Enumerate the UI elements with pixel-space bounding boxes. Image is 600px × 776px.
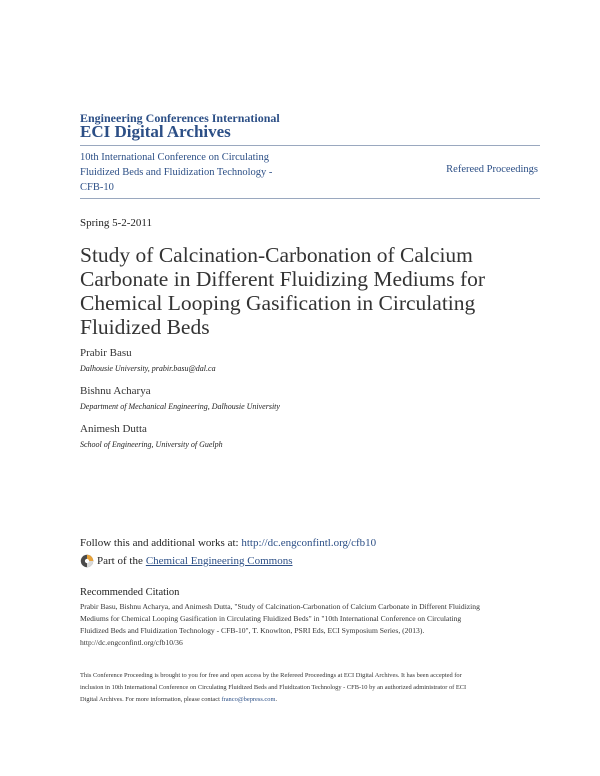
footer-text: Digital Archives. For more information, please contact bbox=[80, 696, 222, 703]
network-icon bbox=[80, 554, 94, 568]
access-notice bbox=[80, 670, 530, 706]
citation-text bbox=[80, 601, 520, 649]
header-rule-bottom bbox=[80, 198, 540, 199]
conference-line-2: Fluidized Beds and Fluidization Technology - bbox=[80, 167, 273, 178]
publication-date: Spring 5-2-2011 bbox=[80, 217, 153, 229]
footer-line-2: inclusion in 10th International Conference on Circulating Fluidized Beds and Fluidization Technology - CFB-10 by an authorized administrator of ECI bbox=[80, 684, 467, 691]
footer-line-1: This Conference Proceeding is brought to you for free and open access by the Refereed Proceedings at ECI Digital Archives. It has been accepted for bbox=[80, 672, 462, 679]
citation-url: http://dc.engconfintl.org/cfb10/36 bbox=[80, 638, 183, 647]
follow-text: Follow this and additional works at: bbox=[80, 537, 242, 549]
paper-title bbox=[80, 243, 520, 339]
contact-email-link[interactable]: franco@bepress.com bbox=[221, 696, 276, 703]
title-line-2: Carbonate in Different Fluidizing Mediums for bbox=[80, 267, 486, 291]
conference-line-1: 10th International Conference on Circulating bbox=[80, 152, 269, 163]
archive-name[interactable]: ECI Digital Archives bbox=[80, 122, 231, 141]
author-name: Animesh Dutta bbox=[80, 423, 147, 435]
author-name: Bishnu Acharya bbox=[80, 385, 151, 397]
title-line-3: Chemical Looping Gasification in Circulating bbox=[80, 291, 476, 315]
commons-link[interactable]: Chemical Engineering Commons bbox=[145, 555, 293, 567]
title-line-4: Fluidized Beds bbox=[80, 315, 210, 339]
author-name: Prabir Basu bbox=[80, 347, 132, 359]
conference-line-3: CFB-10 bbox=[80, 182, 114, 193]
follow-line bbox=[80, 537, 376, 549]
citation-line-1: Prabir Basu, Bishnu Acharya, and Animesh Dutta, "Study of Calcination-Carbonation of Calcium Carbonate in Different Fluidizing bbox=[80, 602, 480, 611]
series-link[interactable]: Refereed Proceedings bbox=[446, 164, 538, 175]
author-affiliation: Department of Mechanical Engineering, Dalhousie University bbox=[80, 402, 280, 411]
conference-link[interactable] bbox=[80, 150, 295, 195]
author-affiliation: Dalhousie University, prabir.basu@dal.ca bbox=[80, 364, 216, 373]
author-affiliation: School of Engineering, University of Guelph bbox=[80, 440, 223, 449]
recommended-citation-heading: Recommended Citation bbox=[80, 587, 180, 598]
organization-name[interactable]: Engineering Conferences International bbox=[80, 111, 280, 125]
title-line-1: Study of Calcination-Carbonation of Calcium bbox=[80, 243, 473, 267]
part-of-line bbox=[80, 554, 292, 568]
footer-period: . bbox=[275, 696, 278, 703]
header-rule-top bbox=[80, 145, 540, 146]
collection-link[interactable]: http://dc.engconfintl.org/cfb10 bbox=[241, 537, 377, 549]
footer-line-3 bbox=[80, 694, 530, 706]
citation-line-2: Mediums for Chemical Looping Gasification in Circulating Fluidized Beds" in "10th International Conference on Circulating bbox=[80, 614, 462, 623]
part-of-text: Part of the bbox=[97, 555, 143, 567]
citation-line-3: Fluidized Beds and Fluidization Technology - CFB-10", T. Knowlton, PSRI Eds, ECI Symposium Series, (2013). bbox=[80, 626, 425, 635]
